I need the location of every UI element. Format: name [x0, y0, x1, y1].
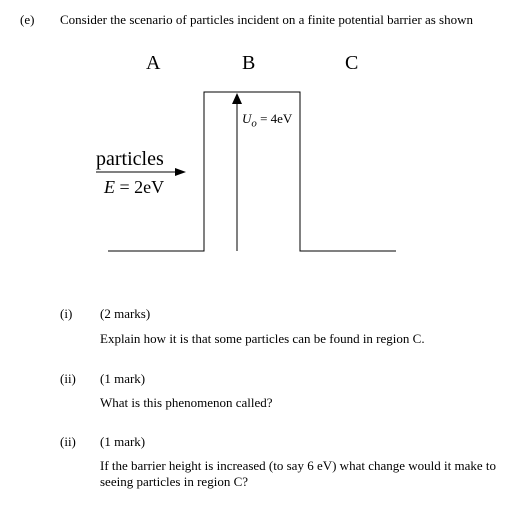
question-text: Consider the scenario of particles incident on a finite potential barrier as shown: [60, 12, 473, 27]
particle-arrowhead: [175, 168, 186, 176]
barrier-value: = 4eV: [256, 111, 293, 126]
part-3-number: (ii): [60, 434, 76, 449]
region-b-label: B: [242, 52, 256, 74]
part-1-number: (i): [60, 306, 73, 321]
particles-label: particles: [96, 148, 164, 170]
energy-symbol: E: [104, 177, 115, 197]
part-1-marks: (2 marks): [100, 306, 151, 321]
part-3-marks: (1 mark): [100, 434, 146, 449]
energy-label: [104, 177, 164, 198]
barrier-height-arrowhead: [232, 93, 242, 104]
region-a-label: A: [146, 52, 161, 74]
question-label: (e): [20, 12, 35, 27]
barrier-symbol: U: [242, 111, 252, 126]
barrier-subscript: o: [251, 117, 257, 130]
region-c-label: C: [345, 52, 359, 74]
part-2-number: (ii): [60, 371, 76, 386]
barrier-height-label: [242, 111, 292, 130]
part-3-question: If the barrier height is increased (to say 6 eV) what change would it make to seeing particles in region C?: [100, 458, 496, 489]
part-2-question: What is this phenomenon called?: [100, 395, 273, 410]
energy-value: = 2eV: [115, 177, 165, 197]
part-1-question: Explain how it is that some particles can be found in region C.: [100, 331, 425, 346]
part-2-marks: (1 mark): [100, 371, 146, 386]
